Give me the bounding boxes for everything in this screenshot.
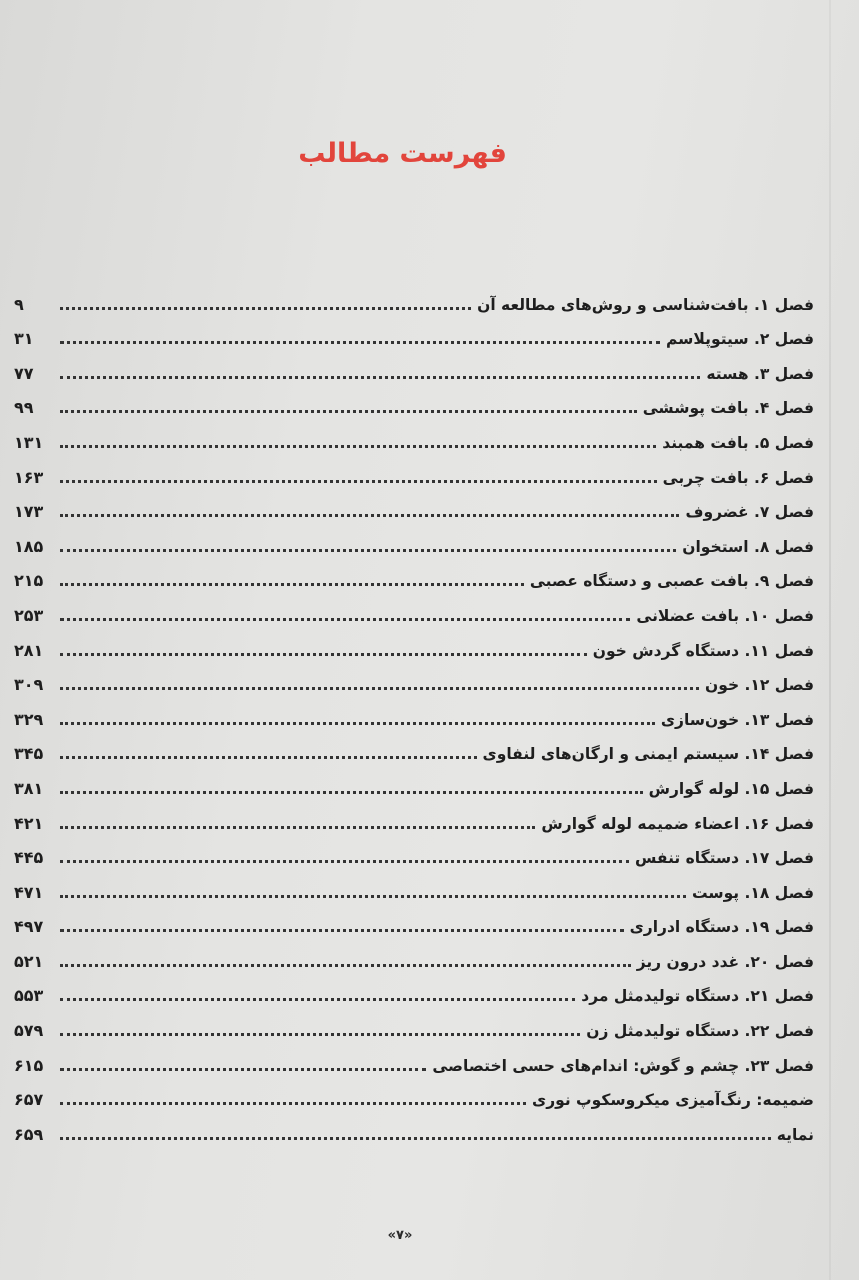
table-of-contents: [14, 280, 814, 1145]
dot-leader: [60, 653, 587, 656]
dot-leader: [60, 445, 656, 448]
dot-leader: [60, 618, 630, 621]
toc-entry-title: فصل ۲۱. دستگاه تولیدمثل مرد: [581, 987, 814, 1006]
dot-leader: [60, 1102, 526, 1105]
toc-entry: [14, 903, 814, 938]
toc-entry-title: فصل ۱۴. سیستم ایمنی و ارگان‌های لنفاوی: [482, 745, 814, 764]
page-fold-shadow: [829, 0, 831, 1280]
toc-entry-page: ۲۵۳: [14, 605, 44, 625]
toc-entry-page: ۶۱۵: [14, 1055, 44, 1075]
toc-entry-page: ۹۹: [14, 398, 34, 418]
toc-entry-title: فصل ۵. بافت همبند: [662, 433, 814, 452]
toc-entry-page: ۳۴۵: [14, 744, 44, 764]
dot-leader: [60, 1137, 771, 1140]
toc-entry: [14, 349, 814, 384]
toc-entry-title: فصل ۲۳. چشم و گوش: اندام‌های حسی اختصاصی: [432, 1056, 814, 1075]
toc-entry-page: ۱۶۳: [14, 467, 44, 487]
toc-entry: [14, 626, 814, 661]
toc-entry: [14, 453, 814, 488]
toc-entry-page: ۴۴۵: [14, 848, 44, 868]
toc-entry-page: ۱۸۵: [14, 536, 44, 556]
dot-leader: [60, 929, 624, 932]
toc-entry: [14, 868, 814, 903]
toc-entry: [14, 488, 814, 523]
toc-entry: [14, 834, 814, 869]
dot-leader: [60, 410, 637, 413]
toc-entry-page: ۴۷۱: [14, 882, 44, 902]
toc-entry: [14, 1076, 814, 1111]
toc-entry: [14, 972, 814, 1007]
toc-entry-title: فصل ۲. سیتوپلاسم: [665, 330, 814, 349]
toc-entry-title: فصل ۱۱. دستگاه گردش خون: [592, 641, 814, 660]
toc-entry: [14, 557, 814, 592]
toc-entry: [14, 280, 814, 315]
toc-entry-title: فصل ۱. بافت‌شناسی و روش‌های مطالعه آن: [477, 295, 814, 314]
toc-entry-title: نمایه: [776, 1125, 814, 1144]
toc-entry: [14, 764, 814, 799]
dot-leader: [60, 826, 535, 829]
toc-entry-title: فصل ۱۰. بافت عضلانی: [636, 606, 814, 625]
toc-entry: [14, 730, 814, 765]
toc-entry-page: ۹: [14, 294, 24, 314]
dot-leader: [60, 480, 657, 483]
toc-entry-title: فصل ۱۳. خون‌سازی: [660, 710, 814, 729]
toc-entry-title: فصل ۸. استخوان: [682, 537, 814, 556]
dot-leader: [60, 964, 631, 967]
toc-entry: [14, 418, 814, 453]
toc-entry-title: فصل ۹. بافت عصبی و دستگاه عصبی: [529, 572, 814, 591]
dot-leader: [60, 376, 700, 379]
toc-entry-title: فصل ۲۰. غدد درون ریز: [636, 952, 814, 971]
toc-entry: [14, 937, 814, 972]
toc-entry-page: ۳۲۹: [14, 709, 44, 729]
toc-entry-page: ۶۵۷: [14, 1090, 44, 1110]
toc-entry-title: فصل ۲۲. دستگاه تولیدمثل زن: [586, 1022, 814, 1041]
toc-entry-title: فصل ۱۸. پوست: [691, 883, 814, 902]
toc-entry: [14, 315, 814, 350]
toc-entry-title: فصل ۱۵. لوله گوارش: [648, 779, 814, 798]
toc-entry-page: ۱۳۱: [14, 432, 44, 452]
toc-entry-title: فصل ۱۶. اعضاء ضمیمه لوله گوارش: [541, 814, 814, 833]
dot-leader: [60, 860, 629, 863]
dot-leader: [60, 756, 477, 759]
dot-leader: [60, 583, 524, 586]
toc-entry-page: ۲۱۵: [14, 571, 44, 591]
toc-entry: [14, 695, 814, 730]
toc-entry: [14, 1006, 814, 1041]
dot-leader: [60, 1068, 426, 1071]
dot-leader: [60, 791, 643, 794]
toc-entry: [14, 661, 814, 696]
toc-entry-page: ۴۹۷: [14, 917, 44, 937]
toc-entry-title: فصل ۴. بافت پوششی: [642, 399, 814, 418]
toc-entry-page: ۲۸۱: [14, 640, 44, 660]
toc-entry-page: ۳۸۱: [14, 778, 44, 798]
toc-entry-page: ۵۲۱: [14, 951, 44, 971]
toc-entry-page: ۷۷: [14, 363, 34, 383]
toc-entry: [14, 384, 814, 419]
page-number: «۷»: [387, 1228, 413, 1243]
toc-entry-page: ۵۵۳: [14, 986, 44, 1006]
dot-leader: [60, 687, 699, 690]
toc-entry-page: ۵۷۹: [14, 1021, 44, 1041]
toc-entry: [14, 522, 814, 557]
dot-leader: [60, 514, 679, 517]
toc-entry-page: ۴۲۱: [14, 813, 44, 833]
toc-entry-title: فصل ۱۲. خون: [705, 676, 814, 695]
toc-entry: [14, 1041, 814, 1076]
toc-entry-title: فصل ۱۷. دستگاه تنفس: [635, 849, 814, 868]
dot-leader: [60, 307, 471, 310]
toc-entry-title: فصل ۱۹. دستگاه ادراری: [629, 918, 814, 937]
toc-entry-page: ۳۰۹: [14, 675, 44, 695]
toc-entry-title: فصل ۳. هسته: [706, 364, 814, 383]
toc-entry-title: فصل ۶. بافت چربی: [662, 468, 814, 487]
toc-entry: [14, 1110, 814, 1145]
page-title: فهرست مطالب: [298, 138, 507, 169]
dot-leader: [60, 549, 676, 552]
toc-entry-title: ضمیمه: رنگ‌آمیزی میکروسکوپ نوری: [531, 1091, 814, 1110]
toc-entry-page: ۶۵۹: [14, 1124, 44, 1144]
toc-entry-page: ۳۱: [14, 329, 34, 349]
toc-entry: [14, 591, 814, 626]
dot-leader: [60, 998, 575, 1001]
dot-leader: [60, 1033, 580, 1036]
toc-entry: [14, 799, 814, 834]
dot-leader: [60, 895, 686, 898]
dot-leader: [60, 341, 660, 344]
toc-entry-page: ۱۷۳: [14, 502, 44, 522]
toc-entry-title: فصل ۷. غضروف: [685, 503, 814, 522]
dot-leader: [60, 722, 655, 725]
